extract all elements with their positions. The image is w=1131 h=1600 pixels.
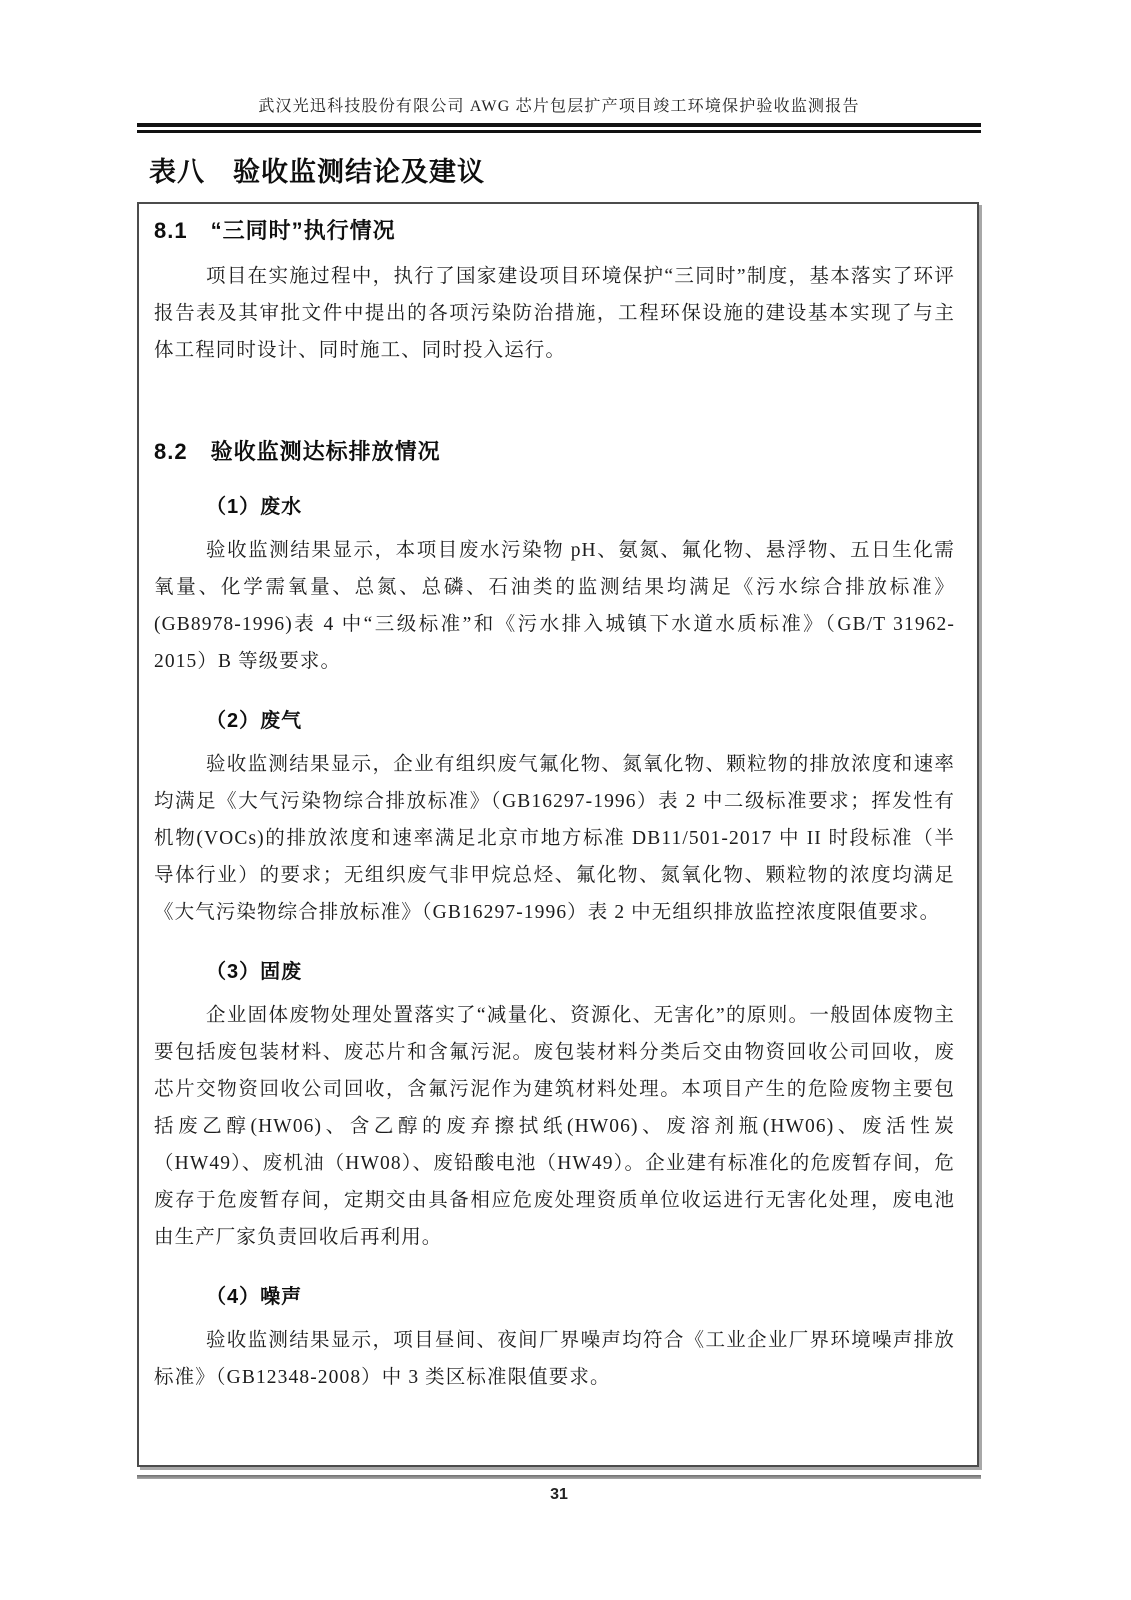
noise-subheading: （4）噪声: [206, 1286, 303, 1308]
footer-rule: [137, 1475, 981, 1479]
solid-waste-paragraph: 企业固体废物处理处置落实了“减量化、资源化、无害化”的原则。一般固体废物主要包括废包装材料、废芯片和含氟污泥。废包装材料分类后交由物资回收公司回收，废芯片交物资回收公司回收，含氟污泥作为建筑材料处理。本项目产生的危险废物主要包括废乙醇(HW06)、含乙醇的废弃擦拭纸(HW06)、废溶剂瓶(HW06)、废活性炭（HW49）、废机油（HW08）、废铅酸电池（HW49）。企业建有标准化的危废暂存间，危废存于危废暂存间，定期交由具备相应危废处理资质单位收运进行无害化处理，废电池由生产厂家负责回收后再利用。: [154, 1005, 955, 1248]
solid-waste-subheading: （3）固废: [206, 961, 303, 983]
waste-water-subheading: （1）废水: [206, 496, 303, 518]
content-table-box: [137, 202, 979, 1467]
waste-gas-subheading: （2）废气: [206, 710, 303, 732]
report-header-title: 武汉光迅科技股份有限公司 AWG 芯片包层扩产项目竣工环境保护验收监测报告: [258, 98, 860, 115]
header-double-rule: [137, 123, 981, 133]
section-8-1-paragraph: 项目在实施过程中，执行了国家建设项目环境保护“三同时”制度，基本落实了环评报告表及其审批文件中提出的各项污染防治措施，工程环保设施的建设基本实现了与主体工程同时设计、同时施工、同时投入运行。: [154, 266, 955, 361]
noise-paragraph: 验收监测结果显示，项目昼间、夜间厂界噪声均符合《工业企业厂界环境噪声排放标准》（GB12348-2008）中 3 类区标准限值要求。: [154, 1330, 955, 1388]
page-number: 31: [550, 1486, 568, 1503]
section-8-1-heading: 8.1 “三同时”执行情况: [154, 218, 396, 243]
waste-gas-paragraph: 验收监测结果显示，企业有组织废气氟化物、氮氧化物、颗粒物的排放浓度和速率均满足《大气污染物综合排放标准》（GB16297-1996）表 2 中二级标准要求；挥发性有机物(VOCs)的排放浓度和速率满足北京市地方标准 DB11/501-2017 中 II 时段标准（半导体行业）的要求；无组织废气非甲烷总烃、氟化物、氮氧化物、颗粒物的浓度均满足《大气污染物综合排放标准》（GB16297-1996）表 2 中无组织排放监控浓度限值要求。: [154, 754, 955, 923]
section-8-2-heading: 8.2 验收监测达标排放情况: [154, 439, 441, 464]
waste-water-paragraph: 验收监测结果显示，本项目废水污染物 pH、氨氮、氟化物、悬浮物、五日生化需氧量、化学需氧量、总氮、总磷、石油类的监测结果均满足《污水综合排放标准》(GB8978-1996)表 4 中“三级标准”和《污水排入城镇下水道水质标准》（GB/T 31962-2015）B 等级要求。: [154, 540, 955, 672]
page-title: 表八 验收监测结论及建议: [149, 157, 485, 187]
content-column: [137, 0, 981, 1504]
